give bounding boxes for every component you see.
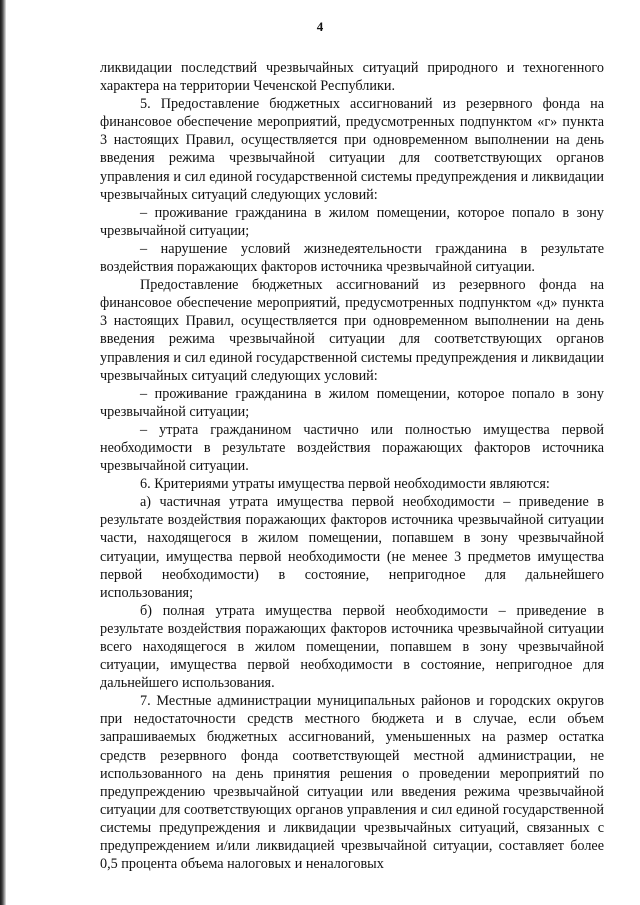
list-item: – утрата гражданином частично или полностью имущества первой необходимости в результате воздействия поражающих факторов источника чрезвычайной ситуации. [100, 421, 604, 475]
page-number: 4 [316, 19, 324, 34]
document-body [100, 59, 604, 873]
list-item: – проживание гражданина в жилом помещении, которое попало в зону чрезвычайной ситуации; [100, 385, 604, 420]
scan-edge-shadow [0, 0, 6, 905]
paragraph: ликвидации последствий чрезвычайных ситуаций природного и техногенного характера на территории Чеченской Республики. [100, 60, 604, 95]
list-item: а) частичная утрата имущества первой необходимости – приведение в результате воздействия поражающих факторов источника чрезвычайной ситуации части, находящегося в жилом помещении, попавшем в зону чрезвычайной ситуации, имущества первой необходимости (не менее 3 предметов имущества первой необходимости) в состояние, непригодное для дальнейшего использования; [100, 494, 604, 601]
list-item: б) полная утрата имущества первой необходимости – приведение в результате воздействия поражающих факторов источника чрезвычайной ситуации всего находящегося в жилом помещении, попавшем в зону чрезвычайной ситуации, имущества первой необходимости в состояние, непригодное для дальнейшего использования. [100, 602, 604, 692]
paragraph: Предоставление бюджетных ассигнований из резервного фонда на финансовое обеспечение мероприятий, предусмотренных подпунктом «д» пункта 3 настоящих Правил, осуществляется при одновременном выполнении на день введения режима чрезвычайной ситуации для соответствующих органов управления и сил единой государственной системы предупреждения и ликвидации чрезвычайных ситуаций следующих условий: [100, 277, 604, 384]
paragraph: 7. Местные администрации муниципальных районов и городских округов при недостаточности средств местного бюджета и в случае, если объем запрашиваемых бюджетных ассигнований, уменьшенных на размер остатка средств резервного фонда соответствующей местной администрации, не использованного на день принятия решения о проведении мероприятий по предупреждению чрезвычайной ситуации или введения режима чрезвычайной ситуации для соответствующих органов управления и сил единой государственной системы предупреждения и ликвидации чрезвычайных ситуаций, связанных с предупреждением и/или ликвидацией чрезвычайной ситуации, составляет более 0,5 процента объема налоговых и неналоговых [100, 693, 604, 873]
list-item: – проживание гражданина в жилом помещении, которое попало в зону чрезвычайной ситуации; [100, 204, 604, 239]
paragraph: 6. Критериями утраты имущества первой необходимости являются: [140, 476, 550, 493]
list-item: – нарушение условий жизнедеятельности гражданина в результате воздействия поражающих факторов источника чрезвычайной ситуации. [100, 240, 604, 276]
paragraph: 5. Предоставление бюджетных ассигнований из резервного фонда на финансовое обеспечение мероприятий, предусмотренных подпунктом «г» пункта 3 настоящих Правил, осуществляется при одновременном выполнении на день введения режима чрезвычайной ситуации для соответствующих органов управления и сил единой государственной системы предупреждения и ликвидации чрезвычайных ситуаций следующих условий: [100, 96, 604, 203]
